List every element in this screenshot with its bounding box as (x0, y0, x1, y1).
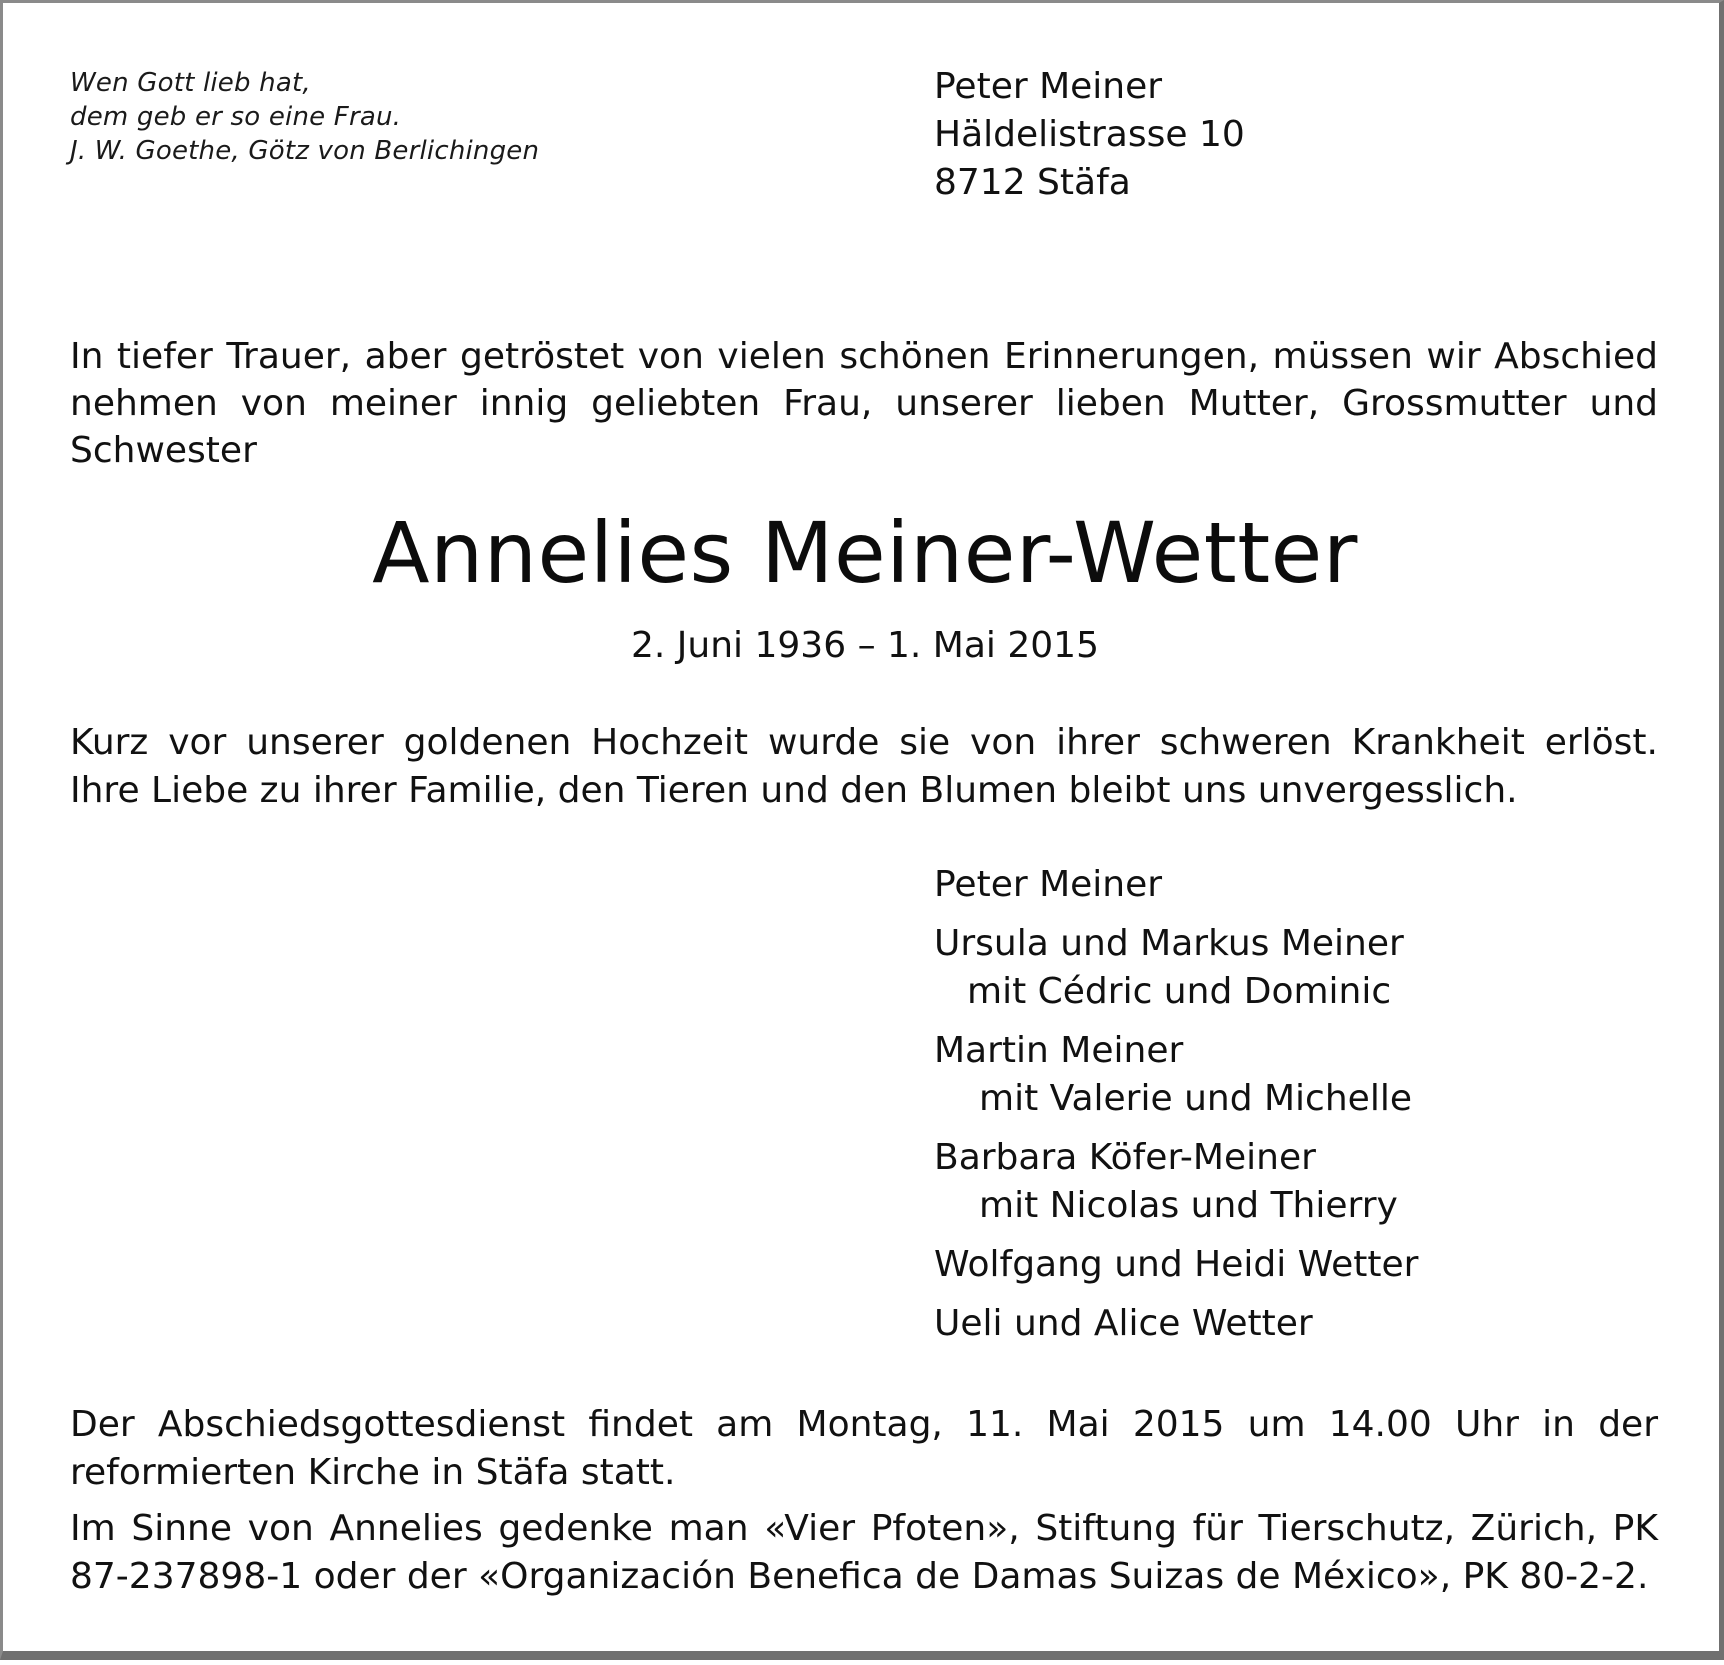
quote-line-2: dem geb er so eine Frau. (70, 102, 402, 132)
quote-line-1: Wen Gott lieb hat, (70, 68, 311, 98)
family-entry (934, 1300, 1418, 1348)
family-member-children: mit Cédric und Dominic (967, 971, 1392, 1012)
family-entry (934, 1027, 1418, 1123)
intro-paragraph: In tiefer Trauer, aber getröstet von vielen schönen Erinnerungen, müssen wir Abschied nehmen von meiner innig geliebten Frau, unserer lieben Mutter, Grossmutter und Schwester (70, 336, 1658, 471)
life-dates: 2. Juni 1936 – 1. Mai 2015 (631, 625, 1099, 666)
family-entry (934, 1241, 1418, 1289)
service-info (70, 1401, 1658, 1609)
family-member-name: Wolfgang und Heidi Wetter (934, 1244, 1419, 1285)
deceased-name: Annelies Meiner-Wetter (372, 504, 1358, 602)
tribute-paragraph (70, 719, 1658, 815)
family-member-name: Martin Meiner (934, 1030, 1184, 1071)
family-entry (934, 861, 1418, 909)
tribute-line-1: Kurz vor unserer goldenen Hochzeit wurde sie von ihrer schweren Krankheit erlöst. (70, 722, 1658, 763)
family-member-name: Ueli und Alice Wetter (934, 1303, 1313, 1344)
tribute-line-2: Ihre Liebe zu ihrer Familie, den Tieren und den Blumen bleibt uns unvergesslich. (70, 770, 1518, 811)
epigraph-quote (70, 66, 539, 168)
family-member-name: Barbara Köfer-Meiner (934, 1137, 1316, 1178)
quote-attribution: J. W. Goethe, Götz von Berlichingen (70, 136, 540, 166)
family-member-children: mit Valerie und Michelle (979, 1078, 1412, 1119)
family-list (934, 861, 1418, 1359)
family-entry (934, 920, 1418, 1016)
family-entry (934, 1134, 1418, 1230)
family-member-name: Peter Meiner (934, 864, 1163, 905)
address-city: 8712 Stäfa (934, 162, 1131, 203)
donation-info: Im Sinne von Annelies gedenke man «Vier Pfoten», Stiftung für Tierschutz, Zürich, PK 87-237898-1 oder der «Organización Benefica de Damas Suizas de México», PK 80-2-2. (70, 1508, 1658, 1597)
address-name: Peter Meiner (934, 66, 1163, 107)
family-member-children: mit Nicolas und Thierry (979, 1185, 1398, 1226)
family-member-name: Ursula und Markus Meiner (934, 923, 1404, 964)
contact-address (934, 63, 1245, 207)
address-street: Häldelistrasse 10 (934, 114, 1245, 155)
service-details: Der Abschiedsgottesdienst findet am Montag, 11. Mai 2015 um 14.00 Uhr in der reformierten Kirche in Stäfa statt. (70, 1404, 1658, 1493)
